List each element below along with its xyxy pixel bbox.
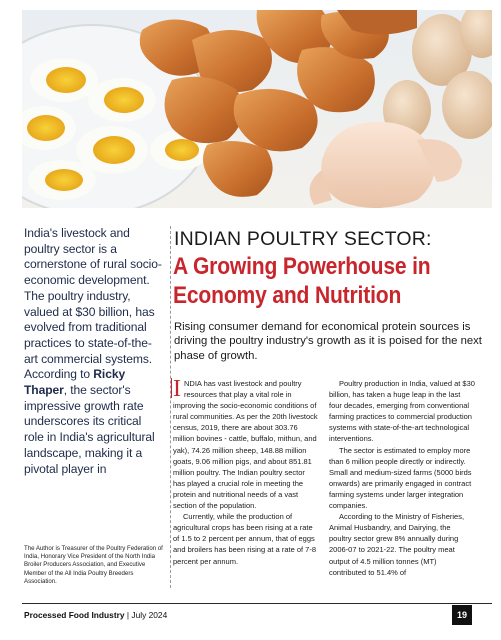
- footer-separator: |: [124, 610, 132, 620]
- body-paragraph: The sector is estimated to employ more than 6 million people directly or indirectly. Small and medium-sized farms (5000 birds onwards) are primarily engaged in contract farming systems under larger integration companies.: [329, 445, 472, 511]
- hero-image: [22, 10, 492, 208]
- intro-text-before: India's livestock and poultry sector is a cornerstone of rural socio-economic development. The poultry industry, valued at $30 billion, has evolved from traditional practices to state-of-the-art commercial systems. According to: [24, 226, 162, 382]
- author-note: The Author is Treasurer of the Poultry Federation of India, Honorary Vice President of the North India Broiler Producers Association, and Executive Member of the All India Poultry Breeders Association.: [24, 545, 163, 585]
- drop-cap: I: [173, 376, 181, 402]
- footer-rule: [22, 603, 492, 604]
- author-name: Ricky Thaper: [24, 367, 126, 398]
- column-divider: [170, 226, 171, 588]
- page-number: 19: [452, 605, 472, 625]
- headline-line-1: A Growing Powerhouse in: [173, 253, 431, 280]
- intro-text-after: , the sector's impressive growth rate underscores its critical role in India's agricultural landscape, making it a pivotal player in: [24, 383, 155, 476]
- page-footer: [24, 610, 167, 620]
- article-deck: Rising consumer demand for economical protein sources is driving the poultry industry's growth as it is poised for the next phase of growth.: [174, 321, 482, 362]
- body-column-1: [173, 378, 319, 567]
- intro-column: [24, 226, 164, 477]
- headline-line-2: Economy and Nutrition: [173, 282, 402, 309]
- body-paragraph: Currently, while the production of agricultural crops has been rising at a rate of 1.5 to 2 percent per annum, that of eggs and broilers has been rising at a rate of 7-8 percent per annum.: [173, 512, 317, 566]
- body-paragraph: Poultry production in India, valued at $30 billion, has taken a huge leap in the last four decades, emerging from conventional farming practices to commercial production systems with state-of-the-art technological interventions.: [329, 379, 475, 444]
- article-headline: [173, 252, 448, 310]
- body-paragraph: [173, 378, 319, 511]
- accent-rule: [171, 378, 172, 398]
- raw-chicken: [310, 122, 463, 208]
- paragraph-text: NDIA has vast livestock and poultry resources that play a vital role in improving the socio-economic conditions of rural communities. As per the 20th livestock census, 2019, there are about 303.76 million bovines - cattle, buffalo, mithun, and yak), 74.26 million sheep, 148.88 million goats, 9.06 million pigs, and about 851.81 million poultry. The Indian poultry sector has played a crucial role in meeting the protein and nutritional needs of a vast section of the population.: [173, 379, 318, 511]
- publication-name: Processed Food Industry: [24, 610, 125, 620]
- issue-date: July 2024: [131, 610, 168, 620]
- intro-paragraph: [24, 226, 164, 477]
- body-paragraph: According to the Ministry of Fisheries, Animal Husbandry, and Dairying, the poultry sector grew 8% annually during 2006-07 to 2021-22. The poultry meat output of 4.5 million tonnes (MT) contributed to 51.4% of: [329, 512, 465, 577]
- body-column-2: [329, 378, 475, 578]
- article-kicker: INDIAN POULTRY SECTOR:: [174, 228, 432, 250]
- food-photo-illustration: [22, 10, 492, 208]
